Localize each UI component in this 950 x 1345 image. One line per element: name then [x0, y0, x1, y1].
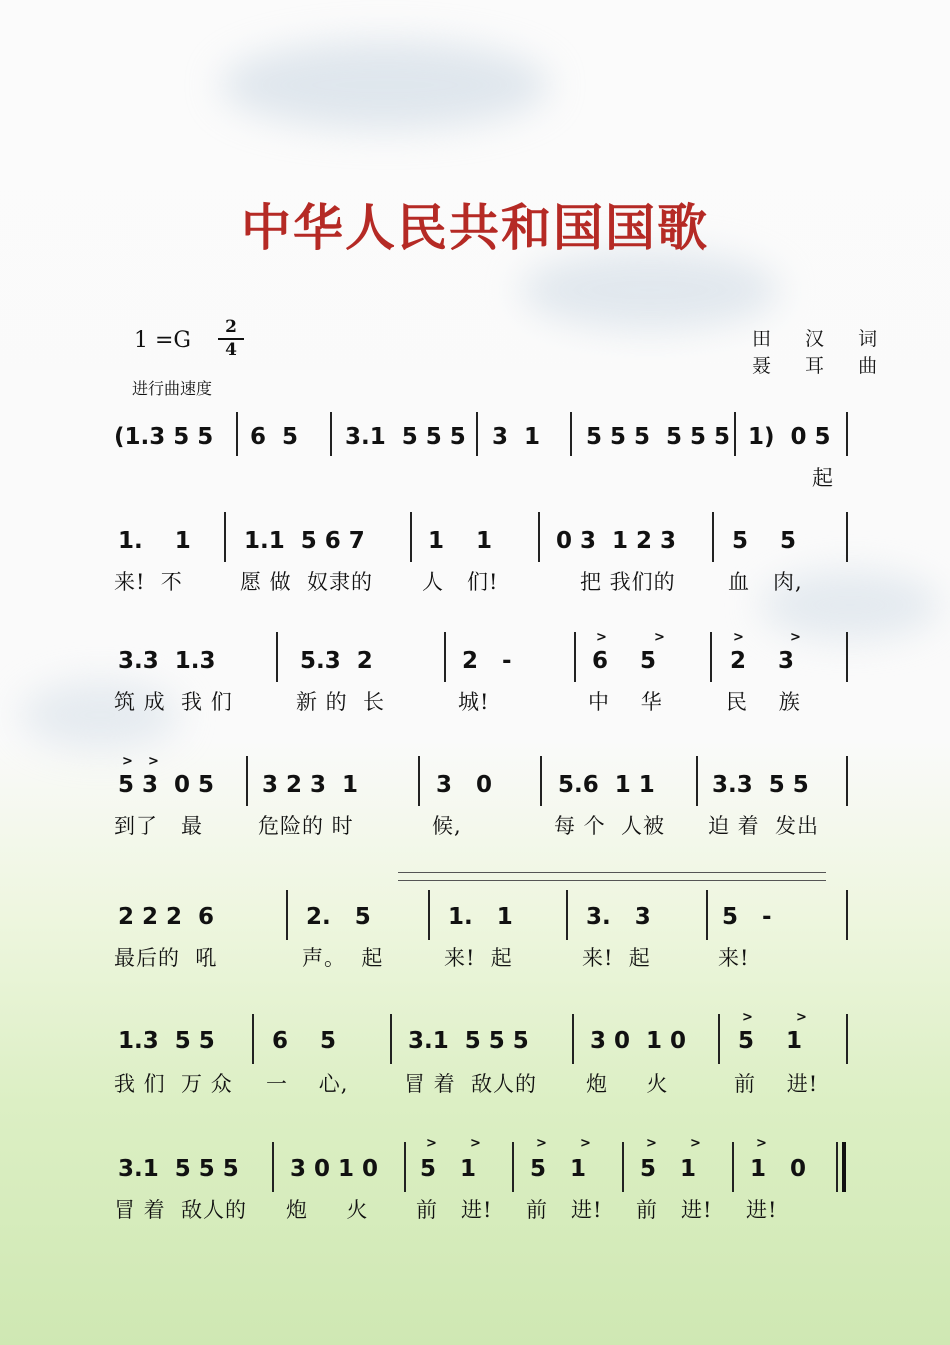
measure-notes: 3.3 5 5 [712, 772, 809, 798]
lyric-text: 血 肉, [728, 570, 803, 594]
time-bottom: 4 [225, 340, 237, 360]
measure-notes: 5 5 5 5 5 5 [586, 424, 731, 450]
lyric-text: 声。 起 [302, 946, 384, 970]
measure-notes: 2 - [462, 648, 512, 674]
measure-notes: 2 2 2 6 [118, 904, 215, 930]
measure-notes: 3 0 [436, 772, 493, 798]
lyric-text: 前 进! [416, 1198, 493, 1222]
measure-notes: 1.1 5 6 7 [244, 528, 365, 554]
cloud-decoration [220, 40, 550, 130]
credits [752, 326, 891, 380]
lyric-text: 来! [718, 946, 750, 970]
lyric-text: 一 心, [266, 1072, 349, 1096]
measure-notes: 2 3 [730, 648, 795, 674]
measure-notes: 5 1 [738, 1028, 803, 1054]
measure-notes: 1. 1 [118, 528, 191, 554]
measure-notes: 3. 3 [586, 904, 651, 930]
measure-notes: 1 0 [750, 1156, 807, 1182]
measure-notes: 5 5 [732, 528, 797, 554]
measure-notes: 6 5 [272, 1028, 337, 1054]
measure-notes: 5 1 [640, 1156, 697, 1182]
key-signature: 1 =G [134, 328, 191, 353]
measure-notes: 1 1 [428, 528, 493, 554]
lyricist-credit: 田 汉 词 [752, 328, 892, 350]
lyric-text: 筑 成 我 们 [114, 690, 233, 714]
page-title: 中华人民共和国国歌 [241, 198, 709, 257]
lyric-text: 冒 着 敌人的 [114, 1198, 248, 1222]
measure-notes: 1) 0 5 [748, 424, 831, 450]
measure-notes: 5 - [722, 904, 772, 930]
measure-notes: 3.1 5 5 5 [118, 1156, 239, 1182]
lyric-text: 危险的 时 [258, 814, 354, 838]
lyric-text: 把 我们的 [580, 570, 676, 594]
time-top: 2 [225, 317, 237, 337]
measure-notes: 5 3 0 5 [118, 772, 215, 798]
lyric-text: 冒 着 敌人的 [404, 1072, 538, 1096]
cloud-decoration [520, 250, 780, 330]
lyric-text: 起 [812, 466, 834, 490]
lyric-text: 炮 火 [586, 1072, 669, 1096]
lyric-text: 城! [458, 690, 490, 714]
lyric-text: 前 进! [636, 1198, 713, 1222]
measure-notes: 1.3 5 5 [118, 1028, 215, 1054]
lyric-text: 进! [746, 1198, 778, 1222]
measure-notes: 5.6 1 1 [558, 772, 655, 798]
measure-notes: 6 5 [592, 648, 657, 674]
lyric-text: 新 的 长 [296, 690, 386, 714]
lyric-text: 愿 做 奴隶的 [240, 570, 374, 594]
lyric-text: 每 个 人被 [554, 814, 666, 838]
tempo-marking: 进行曲速度 [132, 379, 213, 398]
measure-notes: 2. 5 [306, 904, 371, 930]
lyric-text: 我 们 万 众 [114, 1072, 233, 1096]
lyric-text: 候, [432, 814, 462, 838]
measure-notes: 0 3 1 2 3 [556, 528, 677, 554]
divider-rule [398, 872, 826, 873]
measure-notes: 3.1 5 5 5 [345, 424, 466, 450]
composer-credit: 聂 耳 曲 [752, 355, 892, 377]
time-signature [218, 318, 244, 360]
measure-notes: 5 1 [530, 1156, 587, 1182]
measure-notes: 6 5 [250, 424, 299, 450]
lyric-text: 迫 着 发出 [708, 814, 820, 838]
measure-notes: 1. 1 [448, 904, 513, 930]
lyric-text: 来! 不 [114, 570, 183, 594]
lyric-text: 民 族 [726, 690, 801, 714]
lyric-text: 炮 火 [286, 1198, 369, 1222]
measure-notes: 3.1 5 5 5 [408, 1028, 529, 1054]
measure-notes: 3 0 1 0 [590, 1028, 687, 1054]
lyric-text: 前 进! [734, 1072, 819, 1096]
lyric-text: 人 们! [422, 570, 499, 594]
measure-notes: 3 2 3 1 [262, 772, 359, 798]
measure-notes: 5 1 [420, 1156, 477, 1182]
lyric-text: 中 华 [588, 690, 663, 714]
divider-rule [398, 880, 826, 881]
lyric-text: 来! 起 [444, 946, 513, 970]
lyric-text: 最后的 吼 [114, 946, 218, 970]
measure-notes: 3.3 1.3 [118, 648, 216, 674]
measure-notes: 5.3 2 [300, 648, 373, 674]
lyric-text: 到了 最 [114, 814, 204, 838]
lyric-text: 来! 起 [582, 946, 651, 970]
lyric-text: 前 进! [526, 1198, 603, 1222]
measure-notes: (1.3 5 5 [114, 424, 214, 450]
measure-notes: 3 0 1 0 [290, 1156, 379, 1182]
measure-notes: 3 1 [492, 424, 541, 450]
